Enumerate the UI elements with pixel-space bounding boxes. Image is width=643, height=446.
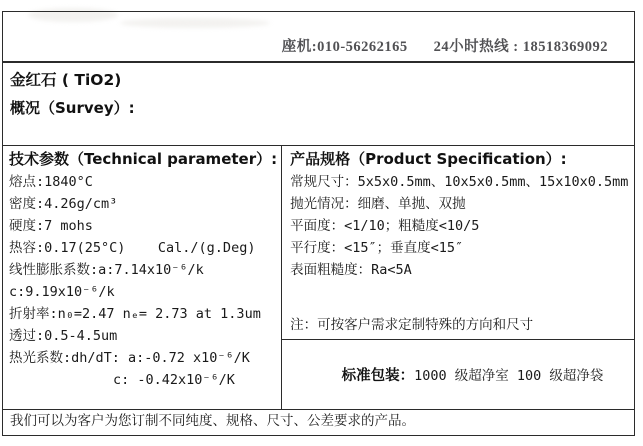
heat-capacity: 热容:0.17(25°C) Cal./(g.Deg) bbox=[9, 240, 256, 256]
title-row bbox=[3, 63, 634, 146]
survey-heading: 概况（Survey）: bbox=[10, 99, 135, 117]
packaging-line bbox=[290, 343, 628, 409]
thermo-optic-c: c: -0.42x10⁻⁶/K bbox=[113, 372, 235, 388]
main-row bbox=[3, 146, 634, 410]
contact-header-row bbox=[3, 12, 634, 63]
technical-heading: 技术参数（Technical parameter）: bbox=[9, 150, 278, 168]
packaging-label: 标准包装： bbox=[341, 368, 415, 384]
specification-column bbox=[282, 146, 634, 409]
technical-parameters-cell bbox=[3, 146, 282, 409]
custom-order-note: 注：可按客户需求定制特殊的方向和尺寸 bbox=[290, 317, 534, 333]
refractive-index: 折射率:n₀=2.47 nₑ= 2.73 at 1.3um bbox=[9, 306, 261, 322]
surface-roughness: 表面粗糙度：Ra<5A bbox=[290, 262, 412, 278]
transmission-range: 透过:0.5-4.5um bbox=[9, 328, 118, 344]
footer-row bbox=[3, 410, 634, 435]
hardness: 硬度:7 mohs bbox=[9, 218, 93, 234]
flatness: 平面度：<1/10；粗糙度<10/5 bbox=[290, 218, 480, 234]
standard-sizes: 常规尺寸：5x5x0.5mm、10x5x0.5mm、15x10x0.5mm bbox=[290, 174, 629, 190]
packaging-value: 1000 级超净室 100 级超净袋 bbox=[414, 368, 604, 384]
melting-point: 熔点:1840°C bbox=[9, 174, 93, 190]
linear-expansion-c: c:9.19x10⁻⁶/k bbox=[9, 284, 115, 300]
thermo-optic-a: 热光系数:dh/dT: a:-0.72 x10⁻⁶/K bbox=[9, 350, 250, 366]
hotline-number: 24小时热线 : 18518369092 bbox=[433, 39, 608, 55]
polishing-options: 抛光情况：细磨、单抛、双抛 bbox=[290, 196, 466, 212]
parallelism: 平行度：<15″；垂直度<15″ bbox=[290, 240, 464, 256]
density: 密度:4.26g/cm³ bbox=[9, 196, 118, 212]
product-specification-cell bbox=[282, 146, 634, 340]
footer-note: 我们可以为客户为您订制不同纯度、规格、尺寸、公差要求的产品。 bbox=[10, 413, 415, 429]
standard-packaging-cell bbox=[282, 340, 634, 409]
specification-heading: 产品规格（Product Specification）: bbox=[290, 150, 567, 168]
datasheet-table bbox=[2, 11, 635, 436]
linear-expansion-a: 线性膨胀系数:a:7.14x10⁻⁶/k bbox=[9, 262, 204, 278]
product-title: 金红石 ( TiO2) bbox=[10, 71, 122, 89]
landline-number: 座机:010-56262165 bbox=[281, 39, 408, 55]
